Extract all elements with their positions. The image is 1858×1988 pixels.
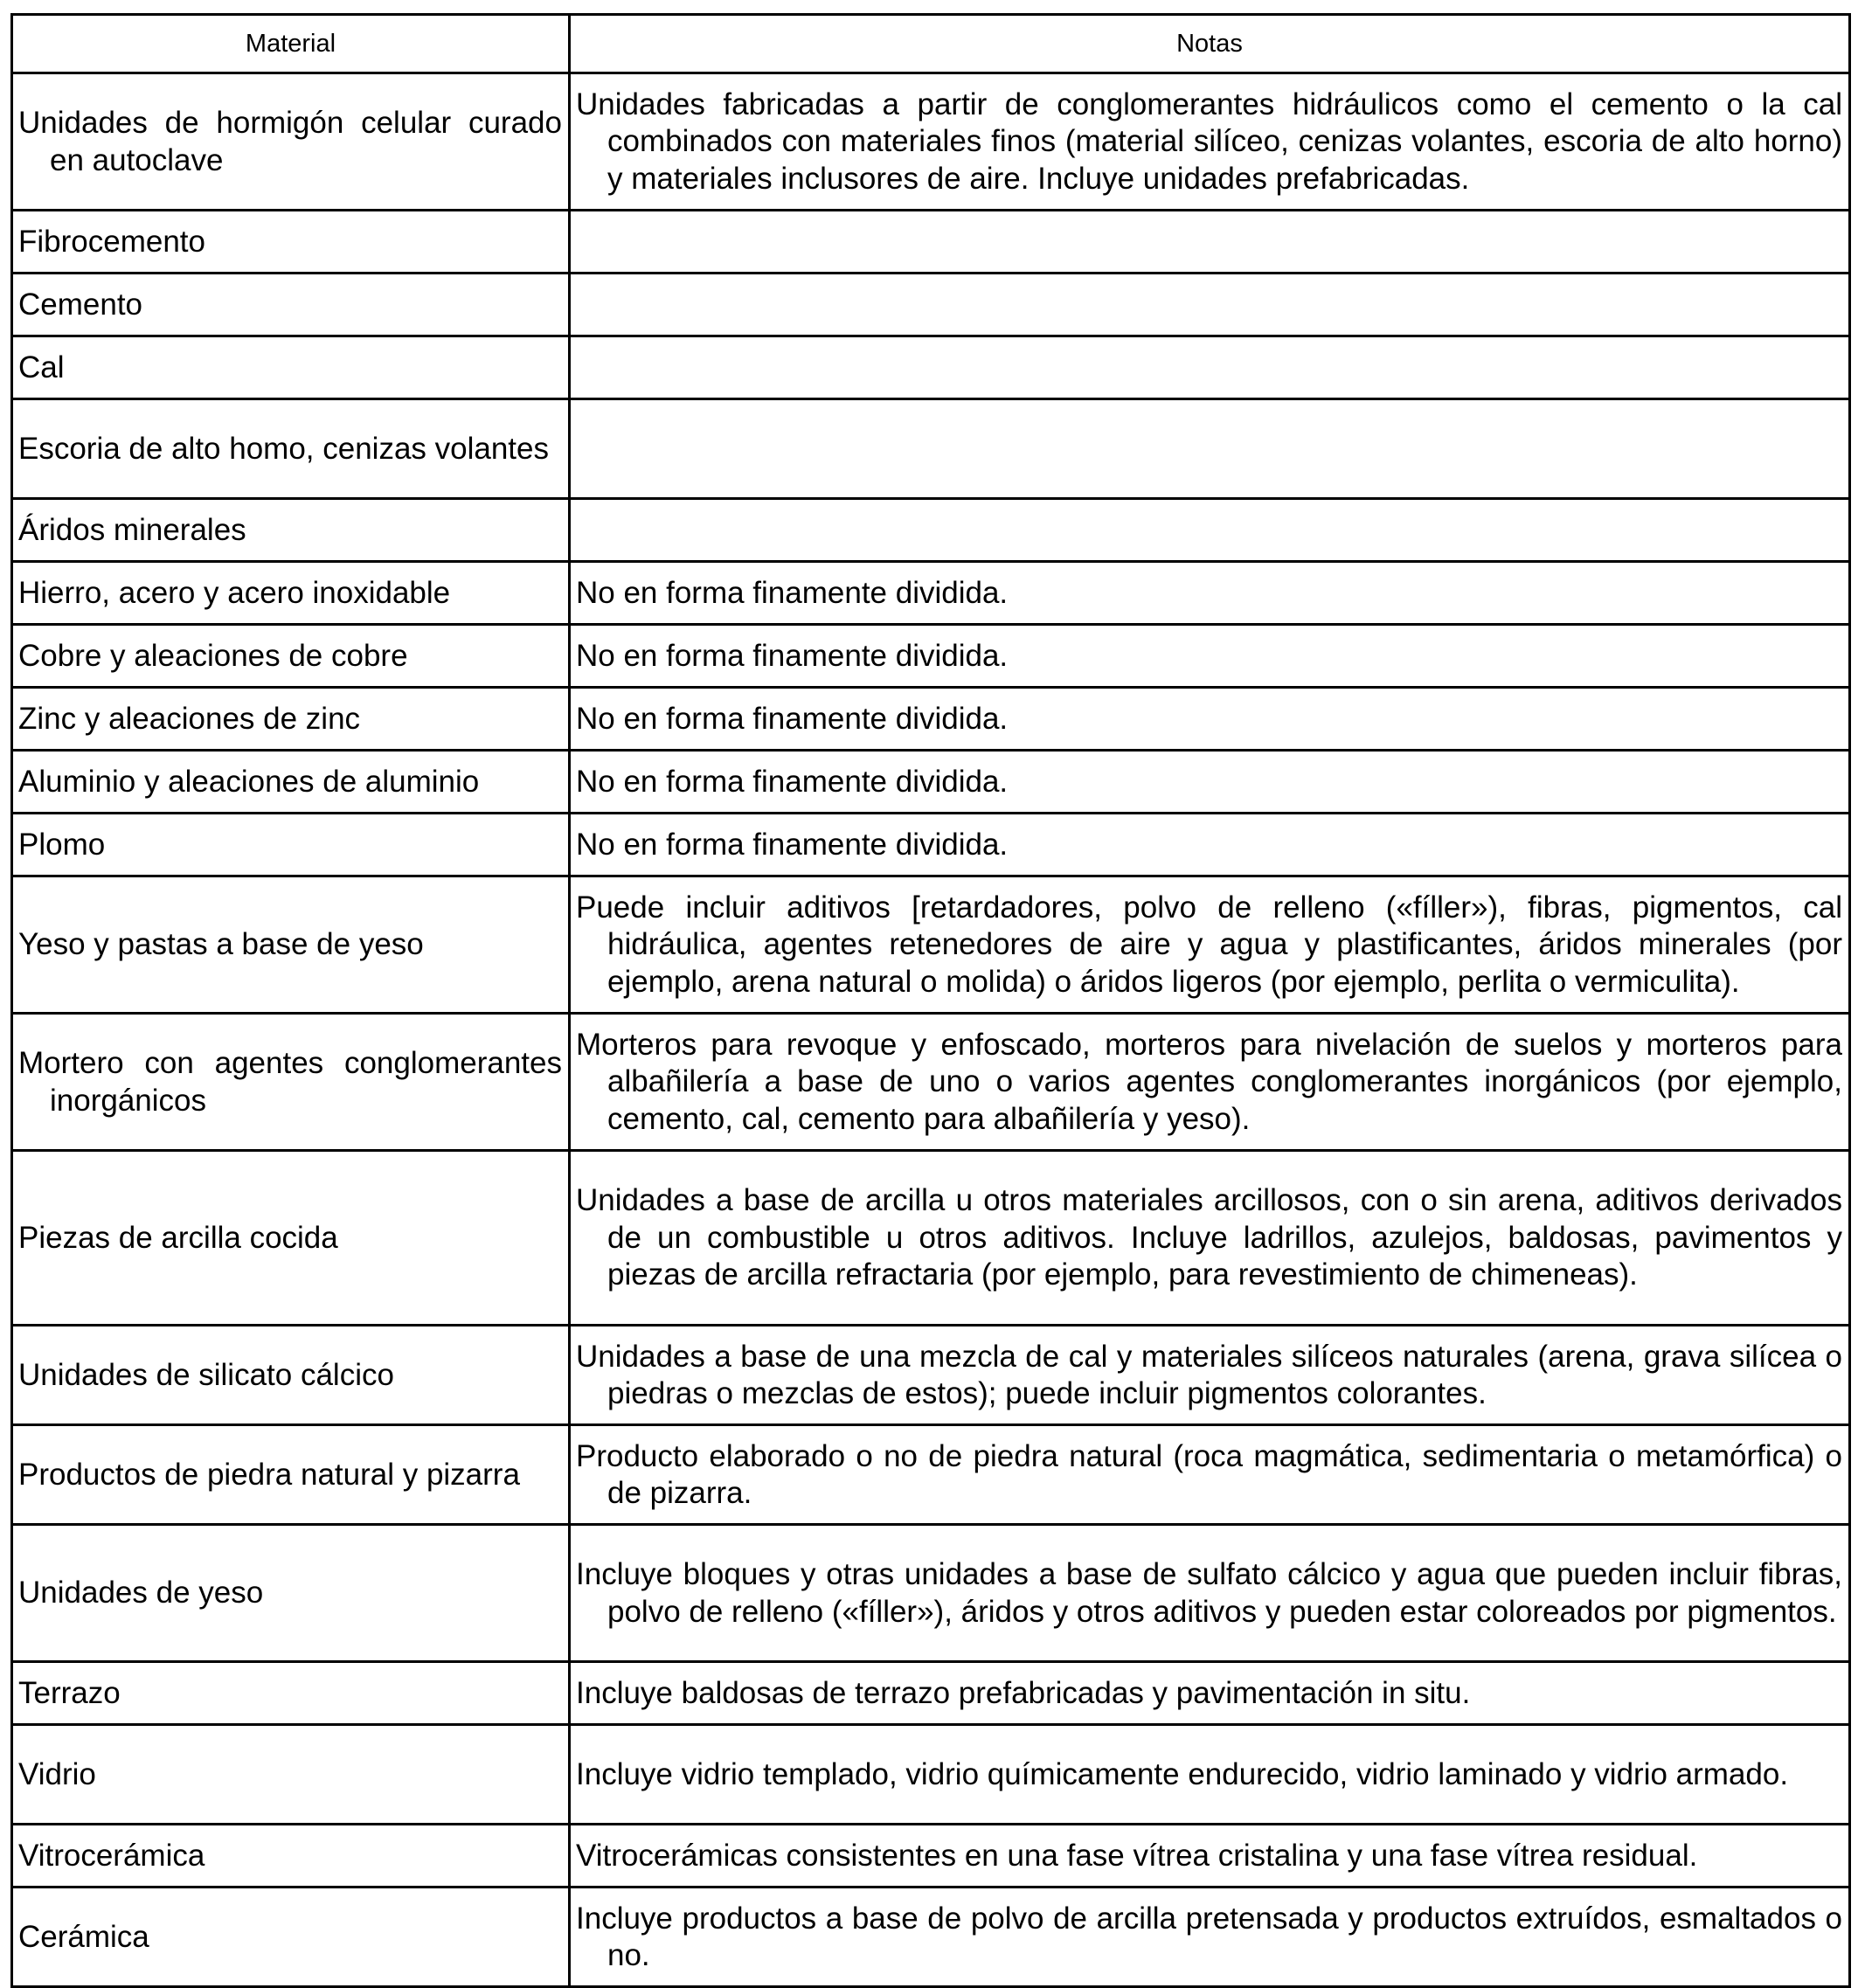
table-row	[12, 1326, 1850, 1425]
notes-cell: Unidades a base de una mezcla de cal y materiales silíceos naturales (arena, grava silícea o piedras o mezclas de estos); puede incluir pigmentos colorantes.	[570, 1326, 1850, 1425]
material-cell: Escoria de alto homo, cenizas volantes	[12, 399, 570, 499]
material-cell: Cobre y aleaciones de cobre	[12, 625, 570, 688]
notes-cell: Unidades a base de arcilla u otros materiales arcillosos, con o sin arena, aditivos derivados de un combustible u otros aditivos. Incluye ladrillos, azulejos, baldosas, pavimentos y piezas de arcilla refractaria (por ejemplo, para revestimiento de chimeneas).	[570, 1151, 1850, 1326]
notes-cell: Unidades fabricadas a partir de conglomerantes hidráulicos como el cemento o la cal combinados con materiales finos (material silíceo, cenizas volantes, escoria de alto horno) y materiales inclusores de aire. Incluye unidades prefabricadas.	[570, 73, 1850, 211]
notes-cell	[570, 211, 1850, 274]
material-cell: Cerámica	[12, 1888, 570, 1987]
table-row	[12, 73, 1850, 211]
table-row	[12, 211, 1850, 274]
header-material: Material	[12, 15, 570, 73]
notes-cell	[570, 336, 1850, 399]
table-row	[12, 1014, 1850, 1151]
table-row	[12, 1425, 1850, 1525]
materials-table	[10, 13, 1851, 1988]
notes-cell: Incluye vidrio templado, vidrio químicamente endurecido, vidrio laminado y vidrio armado.	[570, 1725, 1850, 1825]
material-cell: Piezas de arcilla cocida	[12, 1151, 570, 1326]
notes-cell	[570, 274, 1850, 336]
notes-cell: Producto elaborado o no de piedra natural (roca magmática, sedimentaria o metamórfica) o de pizarra.	[570, 1425, 1850, 1525]
notes-cell: Morteros para revoque y enfoscado, morteros para nivelación de suelos y morteros para albañilería a base de uno o varios agentes conglomerantes inorgánicos (por ejemplo, cemento, cal, cemento para albañilería y yeso).	[570, 1014, 1850, 1151]
notes-cell: Incluye productos a base de polvo de arcilla pretensada y productos extruídos, esmaltados o no.	[570, 1888, 1850, 1987]
table-row	[12, 336, 1850, 399]
material-cell: Cemento	[12, 274, 570, 336]
material-cell: Unidades de hormigón celular curado en autoclave	[12, 73, 570, 211]
table-row	[12, 562, 1850, 625]
material-cell: Fibrocemento	[12, 211, 570, 274]
notes-cell: No en forma finamente dividida.	[570, 625, 1850, 688]
table-row	[12, 814, 1850, 876]
material-cell: Vitrocerámica	[12, 1825, 570, 1888]
material-cell: Hierro, acero y acero inoxidable	[12, 562, 570, 625]
material-cell: Plomo	[12, 814, 570, 876]
material-cell: Unidades de silicato cálcico	[12, 1326, 570, 1425]
material-cell: Unidades de yeso	[12, 1525, 570, 1662]
table-row	[12, 1888, 1850, 1987]
header-row	[12, 15, 1850, 73]
material-cell: Zinc y aleaciones de zinc	[12, 688, 570, 751]
material-cell: Aluminio y aleaciones de aluminio	[12, 751, 570, 814]
table-row	[12, 688, 1850, 751]
notes-cell: Vitrocerámicas consistentes en una fase vítrea cristalina y una fase vítrea residual.	[570, 1825, 1850, 1888]
notes-cell	[570, 499, 1850, 562]
table-row	[12, 399, 1850, 499]
material-cell: Vidrio	[12, 1725, 570, 1825]
notes-cell: No en forma finamente dividida.	[570, 562, 1850, 625]
table-row	[12, 625, 1850, 688]
table-row	[12, 751, 1850, 814]
material-cell: Mortero con agentes conglomerantes inorgánicos	[12, 1014, 570, 1151]
notes-cell: Puede incluir aditivos [retardadores, polvo de relleno («fíller»), fibras, pigmentos, cal hidráulica, agentes retenedores de aire y agua y plastificantes, áridos minerales (por ejemplo, arena natural o molida) o áridos ligeros (por ejemplo, perlita o vermiculita).	[570, 876, 1850, 1014]
notes-cell: No en forma finamente dividida.	[570, 814, 1850, 876]
material-cell: Terrazo	[12, 1662, 570, 1725]
notes-cell	[570, 399, 1850, 499]
notes-cell: No en forma finamente dividida.	[570, 751, 1850, 814]
material-cell: Yeso y pastas a base de yeso	[12, 876, 570, 1014]
table-row	[12, 274, 1850, 336]
table-row	[12, 1725, 1850, 1825]
table-row	[12, 499, 1850, 562]
table-row	[12, 1151, 1850, 1326]
table-row	[12, 1525, 1850, 1662]
table-row	[12, 876, 1850, 1014]
material-cell: Cal	[12, 336, 570, 399]
notes-cell: Incluye bloques y otras unidades a base de sulfato cálcico y agua que pueden incluir fibras, polvo de relleno («fíller»), áridos y otros aditivos y pueden estar coloreados por pigmentos.	[570, 1525, 1850, 1662]
table-row	[12, 1825, 1850, 1888]
material-cell: Productos de piedra natural y pizarra	[12, 1425, 570, 1525]
header-notas: Notas	[570, 15, 1850, 73]
notes-cell: Incluye baldosas de terrazo prefabricadas y pavimentación in situ.	[570, 1662, 1850, 1725]
table-row	[12, 1662, 1850, 1725]
notes-cell: No en forma finamente dividida.	[570, 688, 1850, 751]
material-cell: Áridos minerales	[12, 499, 570, 562]
